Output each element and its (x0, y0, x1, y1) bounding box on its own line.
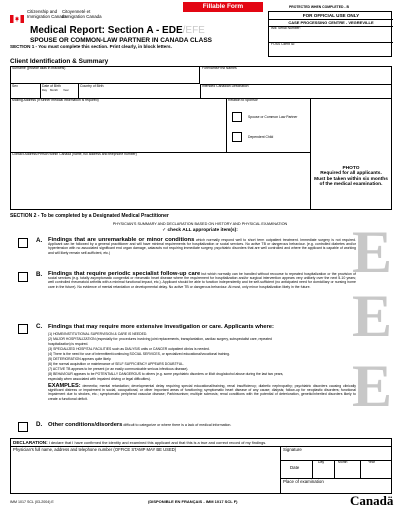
finding-a-desc: which normally respond well to short term outpatient treatment. Immediate surgery is not required. Applicant can be followed by a general practitioner and will have minimal requirements for hospitalization or social services. No active TB or dangerous behaviour. (e.g. controlled diabetes and/or hypertension with no associated significant end organ damage, cataracts not requiring immediate surgery, psychiatric disorders that are well controlled and where the applicant is capable of working and will likely remain self-sufficient, etc.) (48, 238, 356, 255)
official-use-label: FOR OFFICIAL USE ONLY (302, 13, 360, 18)
spouse-checkbox[interactable] (232, 112, 242, 122)
dept-name-fr-line1: Citoyenneté et (62, 9, 91, 14)
c-item-7: (7) ACTIVE TB appears to be present (or an easily communicable serious infectious disease). (48, 367, 189, 371)
surname-label: Surname (provide alias in brackets) (12, 66, 66, 70)
ime-serial-label: IME Serial Number: (271, 26, 301, 30)
dob-year-label: Year (63, 88, 69, 92)
dob-label: Date of Birth (42, 84, 61, 88)
dob-month-label: Month (50, 88, 58, 92)
finding-c-title: Findings that may require more extensive investigation or care. Applicants where: (48, 324, 274, 330)
c-item-2-cont: hospitalization) is required. (48, 342, 89, 346)
c-item-6: (6) the normal acquisition or maintenance of SELF SUFFICIENCY APPEARS DOUBTFUL. (48, 362, 184, 366)
declaration-desc: I declare that I have confirmed the identity and examined this applicant and that this is a true and correct record of my findings. (48, 440, 267, 445)
date-year-label: Year (368, 460, 375, 464)
finding-c-checkbox[interactable] (18, 324, 28, 334)
section2-check: ✓ check ALL appropriate item(s): (162, 228, 238, 233)
examples-label: EXAMPLES: (48, 383, 81, 389)
finding-d-checkbox[interactable] (18, 422, 28, 432)
c-item-5: (5) DETERIORATION appears quite likely. (48, 357, 112, 361)
form-title-suffix: /EFE (182, 25, 205, 36)
french-availability: (DISPONIBLE EN FRANÇAIS - IMM 1017 SCL F) (148, 499, 238, 504)
dept-name-fr-line2: Immigration Canada (62, 14, 102, 19)
sex-label: Sex (12, 84, 18, 88)
declaration-label: DECLARATION: (13, 440, 48, 445)
c-item-8: (8) BEHAVIOUR appears to be POTENTIALLY DANGEROUS to others (e.g. some psychiatric disorders or illicit drug/alcohol abuse during the last two years, (48, 372, 284, 376)
form-id: IMM 1017 SCL (03-2004) E (10, 500, 54, 504)
finding-b-title: Findings that require periodic specialist follow-up care (48, 271, 201, 277)
dependent-label: Dependent Child (248, 135, 274, 139)
finding-d-text (48, 422, 231, 428)
date-day-label: Day (318, 460, 325, 464)
ime-serial-field[interactable] (269, 26, 393, 42)
place-field[interactable] (280, 478, 392, 494)
photo-line3: Must be taken within six months (314, 176, 388, 182)
signature-label: Signature (283, 447, 302, 452)
form-title (30, 25, 205, 36)
dob-day-label: Day (42, 88, 47, 92)
date-label: Date (290, 465, 300, 470)
watermark-letter-e3: E (352, 353, 393, 419)
date-day-field[interactable] (312, 460, 334, 478)
country-birth-label: Country of Birth (80, 84, 104, 88)
destination-label: Intended Canadian Destination (202, 84, 249, 88)
watermark-letter-e1: E (352, 219, 393, 285)
section2-summary: PHYSICIAN'S SUMMARY AND DECLARATION BASED ON HISTORY AND PHYSICAL EXAMINATION (112, 222, 288, 226)
finding-d-letter: D. (36, 421, 43, 428)
physician-field[interactable] (10, 446, 280, 494)
finding-a-checkbox[interactable] (18, 238, 28, 248)
place-label: Place of examination (283, 479, 324, 484)
mailing-address-field[interactable] (10, 98, 226, 152)
photo-line1: PHOTO (342, 166, 360, 171)
section2-heading: SECTION 2 - To be completed by a Designated Medical Practitioner (10, 213, 169, 219)
spouse-label: Spouse or Common Law Partner (248, 115, 298, 119)
dependent-checkbox[interactable] (232, 132, 242, 142)
dept-name-fr (62, 9, 102, 19)
mailing-address-label: Mailing Address (if further medical information is required) (12, 98, 99, 102)
foss-client-label: FOSS Client ID: (271, 42, 296, 46)
destination-field[interactable] (200, 84, 392, 98)
case-centre-label: CASE PROCESSING CENTRE - VEGREVILLE (288, 20, 374, 25)
finding-d-desc: difficult to categorize or where there is a lack of medical information. (123, 423, 232, 427)
date-month-field[interactable] (334, 460, 360, 478)
finding-c-letter: C. (36, 323, 43, 330)
photo-box[interactable] (310, 98, 392, 210)
country-birth-field[interactable] (78, 84, 200, 98)
dept-name-en-line2: Immigration Canada (27, 14, 67, 19)
date-year-field[interactable] (360, 460, 392, 478)
relation-label: Relation to Sponsor (228, 98, 258, 102)
dob-field[interactable] (40, 84, 78, 98)
examples-desc: dementia; mental retardation; developmental delay requiring special educational/training, renal insufficiency; diabetic nephropathy; psychiatric disorders causing clinically significant distress or impairment in social, occupational, or other important areas of functioning; symptomatic heart disease of any cause; dialysis; follow-up for neoplastic disorders; functional impairment due to strokes, etc.; symptomatic peripheral vascular disease; Parkinsonism; multiple sclerosis; renal conditions with the potential of deterioration, genetic/inherited disorders likely to create a functional deficit. (48, 384, 356, 401)
finding-b-checkbox[interactable] (18, 272, 28, 282)
finding-b-text (48, 272, 356, 289)
foss-client-field[interactable] (269, 42, 393, 58)
sex-field[interactable] (10, 84, 40, 98)
photo-line4: of the medical examination. (319, 182, 383, 188)
finding-d-title: Other conditions/disorders (48, 422, 123, 428)
protected-notice: PROTECTED WHEN COMPLETED - B (289, 5, 349, 9)
physician-label: Physician's full name, address and telephone number (OFFICE STAMP MAY BE USED) (13, 447, 177, 452)
form-title-main: Medical Report: Section A - EDE (30, 25, 183, 36)
photo-text (310, 166, 392, 188)
fillable-form-badge[interactable]: Fillable Form (183, 2, 263, 12)
finding-a-title: Findings that are unremarkable or minor conditions (48, 237, 195, 243)
finding-b-desc: but which normally can be handled without recourse to repeated hospitalization or the provision of social services (e.g. totally asymptomatic congenital or rheumatic heart disease where the requirement for hospitalization and/or surgical intervention appears very unlikely over the next 5-10 years; well controlled rheumatoid arthritis with a minimal functional impact, etc.). Applicant should be able to function independently and be self-sufficient (no anticipated need for domiciliary or nursing home care in the future). No evidence of mental retardation or developmental delay. No active TB or dangerous behaviour. At most, only minor hospitalization likely in the future. (48, 272, 356, 289)
form-subtitle: SPOUSE OR COMMON-LAW PARTNER IN CANADA CLASS (30, 37, 212, 44)
contact-field[interactable] (10, 152, 310, 210)
canada-wordmark: Canadä (350, 493, 394, 508)
c-item-4: (4) There is the need for use of intermittent/continuing SOCIAL SERVICES, or specialized educational/vocational training. (48, 352, 230, 356)
canada-flag-icon (10, 10, 24, 18)
given-name-field[interactable] (200, 66, 392, 84)
finding-b-letter: B. (36, 271, 43, 278)
c-item-3: (3) SPECIALIZED HOSPITAL FACILITIES such as DIALYSIS units or CANCER outpatient clinics is needed. (48, 347, 210, 351)
photo-line2: Required for all applicants. (320, 171, 382, 177)
finding-a-text (48, 238, 356, 255)
client-heading: Client Identification & Summary (10, 58, 109, 65)
official-use-box (268, 11, 392, 57)
declaration-text (13, 440, 266, 445)
date-month-label: Month (338, 460, 348, 464)
finding-a-letter: A. (36, 237, 43, 244)
dept-name-en (27, 9, 67, 19)
section1-instruction: SECTION 1 - You must complete this section. Print clearly, in block letters. (10, 44, 172, 49)
watermark-letter-e2: E (352, 283, 393, 349)
examples-text (48, 384, 356, 401)
contact-label: Contact Address/Person within Canada (name, full address and telephone number) (12, 152, 137, 156)
c-item-1: (1) HOME/INSTITUTIONAL SUPERVISION & CARE IS NEEDED. (48, 332, 148, 336)
dept-name-en-line1: Citizenship and (27, 9, 58, 14)
c-item-8-cont: especially when associated with impaired driving or legal difficulties). (48, 377, 151, 381)
given-name-label: Forename/First Names (202, 66, 237, 70)
c-item-2: (2) MAJOR HOSPITALIZATION (especially for: procedures involving joint replacements, transplantation, cardiac surgery, subspecialist care, repeated (48, 337, 272, 341)
